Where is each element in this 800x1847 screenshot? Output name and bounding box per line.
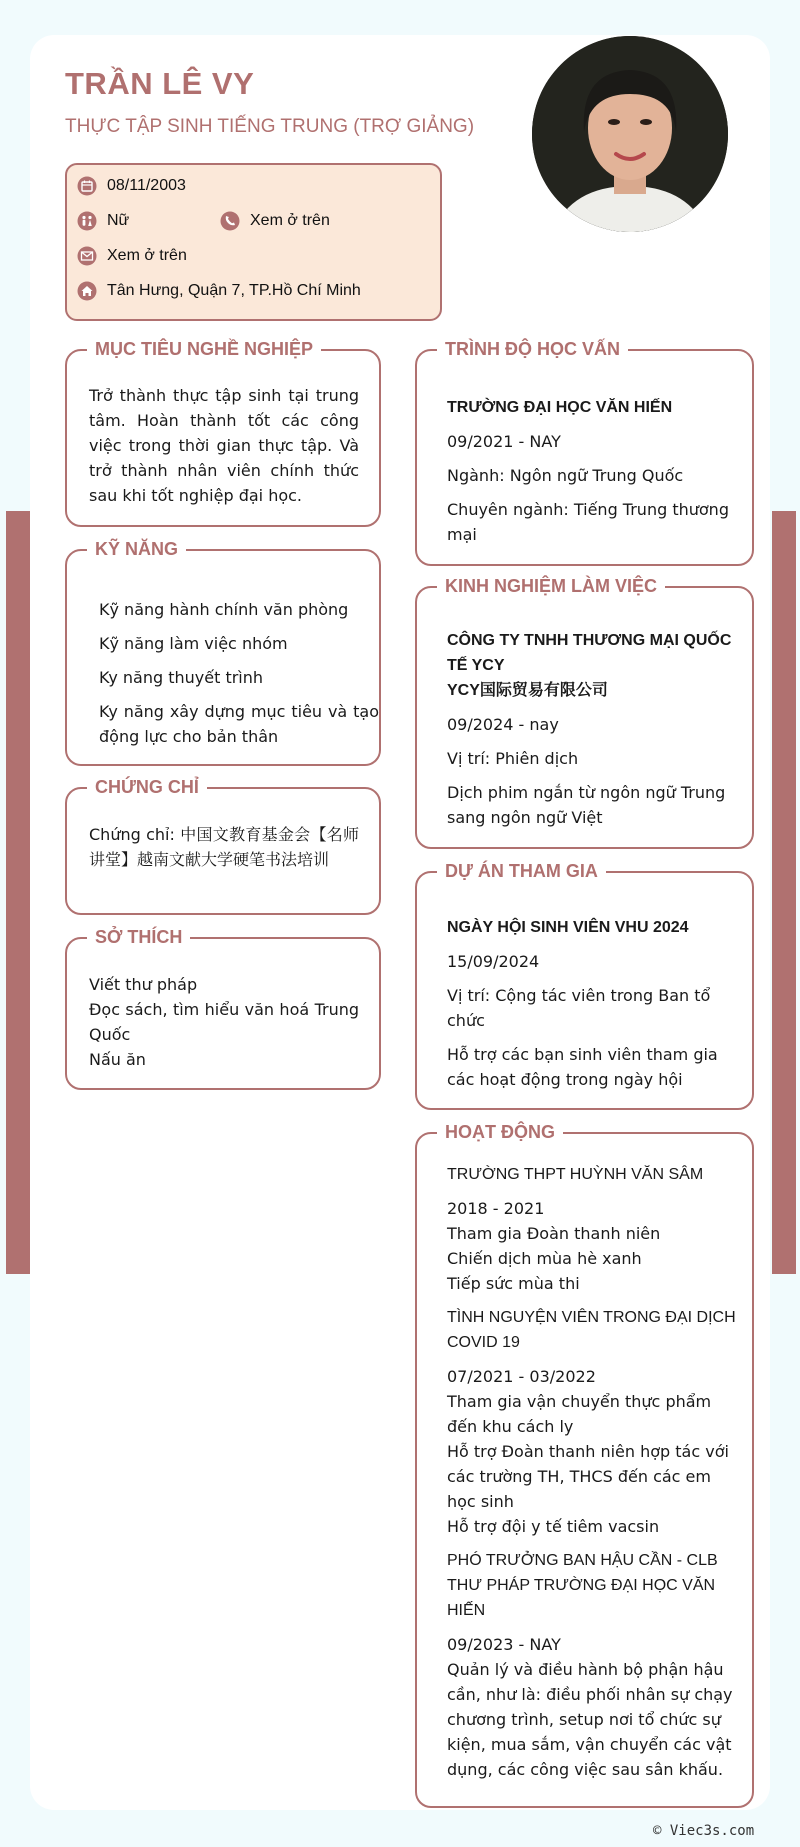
activity-line: Chiến dịch mùa hè xanh xyxy=(447,1249,642,1268)
hobby-item: Đọc sách, tìm hiểu văn hoá Trung Quốc xyxy=(89,1000,359,1044)
experience-description: Dịch phim ngắn từ ngôn ngữ Trung sang ngôn ngữ Việt xyxy=(447,783,726,827)
certificates-section xyxy=(65,777,381,915)
career-objective-section xyxy=(65,339,381,527)
contact-address xyxy=(77,281,361,301)
left-decor-band xyxy=(6,511,30,1274)
skill-item: Kỹ năng hành chính văn phòng xyxy=(99,600,349,619)
skill-item: Ky năng xây dựng mục tiêu và tạo động lực cho bản thân xyxy=(99,702,379,746)
hobbies-title: SỞ THÍCH xyxy=(87,923,190,951)
experience-position: Vị trí: Phiên dịch xyxy=(447,749,579,768)
hobby-item: Viết thư pháp xyxy=(89,975,198,994)
activity-line: Tham gia vận chuyển thực phẩm đến khu cách ly xyxy=(447,1392,712,1436)
project-date: 15/09/2024 xyxy=(447,952,540,971)
activity-period: 2018 - 2021 xyxy=(447,1199,545,1218)
activity-org: TÌNH NGUYỆN VIÊN TRONG ĐẠI DỊCH COVID 19 xyxy=(447,1309,736,1351)
activity-org: PHÓ TRƯỞNG BAN HẬU CẦN - CLB THƯ PHÁP TRƯỜNG ĐẠI HỌC VĂN HIẾN xyxy=(447,1552,718,1619)
hobbies-list xyxy=(89,972,359,1072)
home-icon xyxy=(77,281,97,301)
education-title: TRÌNH ĐỘ HỌC VẤN xyxy=(437,335,628,363)
project-description: Hỗ trợ các bạn sinh viên tham gia các hoạt động trong ngày hội xyxy=(447,1045,718,1089)
right-decor-band xyxy=(772,511,796,1274)
work-experience-title: KINH NGHIỆM LÀM VIỆC xyxy=(437,572,665,600)
company-name-chinese: YCY国际贸易有限公司 xyxy=(447,682,608,699)
contact-gender xyxy=(77,211,129,231)
activity-period: 07/2021 - 03/2022 xyxy=(447,1367,596,1386)
activities-section xyxy=(415,1122,754,1808)
avatar xyxy=(532,36,728,232)
education-period: 09/2021 - NAY xyxy=(447,432,561,451)
education-specialization: Chuyên ngành: Tiếng Trung thương mại xyxy=(447,500,729,544)
projects-section xyxy=(415,861,754,1110)
gender-icon xyxy=(77,211,97,231)
skill-item: Kỹ năng làm việc nhóm xyxy=(99,634,288,653)
email-value: Xem ở trên xyxy=(107,247,187,264)
education-body xyxy=(447,395,737,556)
watermark-credit: © Viec3s.com xyxy=(653,1823,755,1839)
contact-phone xyxy=(220,211,330,231)
skills-section xyxy=(65,539,381,766)
career-objective-title: MỤC TIÊU NGHỀ NGHIỆP xyxy=(87,335,321,363)
certificate-text: Chứng chỉ: 中国文教育基金会【名师讲堂】越南文献大学硬笔书法培训 xyxy=(89,825,359,869)
skills-list xyxy=(99,597,379,758)
candidate-name: TRẦN LÊ VY xyxy=(65,66,255,101)
education-major: Ngành: Ngôn ngữ Trung Quốc xyxy=(447,466,684,485)
address-value: Tân Hưng, Quận 7, TP.Hồ Chí Minh xyxy=(107,282,361,299)
gender-value: Nữ xyxy=(107,212,130,229)
activity-org: TRƯỜNG THPT HUỲNH VĂN SÂM xyxy=(447,1166,704,1183)
contact-email xyxy=(77,246,187,266)
contact-birthday xyxy=(77,176,186,196)
project-name: NGÀY HỘI SINH VIÊN VHU 2024 xyxy=(447,919,689,936)
work-experience-body xyxy=(447,628,737,839)
projects-body xyxy=(447,915,737,1101)
job-title: THỰC TẬP SINH TIẾNG TRUNG (TRỢ GIẢNG) xyxy=(65,116,475,137)
calendar-icon xyxy=(77,176,97,196)
hobby-item: Nấu ăn xyxy=(89,1050,146,1069)
activity-period: 09/2023 - NAY xyxy=(447,1635,561,1654)
school-name: TRƯỜNG ĐẠI HỌC VĂN HIẾN xyxy=(447,399,673,416)
project-position: Vị trí: Cộng tác viên trong Ban tổ chức xyxy=(447,986,711,1030)
activity-line: Hỗ trợ đội y tế tiêm vacsin xyxy=(447,1517,660,1536)
activity-line: Tiếp sức mùa thi xyxy=(447,1274,580,1293)
phone-icon xyxy=(220,211,240,231)
activities-title: HOẠT ĐỘNG xyxy=(437,1118,563,1146)
phone-value: Xem ở trên xyxy=(250,212,330,229)
hobbies-section xyxy=(65,927,381,1090)
education-section xyxy=(415,339,754,566)
certificates-title: CHỨNG CHỈ xyxy=(87,773,207,801)
skills-title: KỸ NĂNG xyxy=(87,535,186,563)
company-name: CÔNG TY TNHH THƯƠNG MẠI QUỐC TẾ YCY xyxy=(447,632,732,674)
activity-line: Tham gia Đoàn thanh niên xyxy=(447,1224,661,1243)
work-experience-section xyxy=(415,576,754,849)
activity-description: Quản lý và điều hành bộ phận hậu cần, như là: điều phối nhân sự chạy chương trình, setup nơi tổ chức sự kiện, mua sắm, vận chuyển các vật dụng, các công việc sau sân khấu. xyxy=(447,1660,733,1779)
projects-title: DỰ ÁN THAM GIA xyxy=(437,857,606,885)
email-icon xyxy=(77,246,97,266)
birthday-value: 08/11/2003 xyxy=(107,177,186,194)
activity-line: Hỗ trợ Đoàn thanh niên hợp tác với các trường TH, THCS đến các em học sinh xyxy=(447,1442,729,1511)
career-objective-text: Trở thành thực tập sinh tại trung tâm. Hoàn thành tốt các công việc trong thời gian thực tập. Và trở thành nhân viên chính thức sau khi tốt nghiệp đại học. xyxy=(89,386,359,505)
skill-item: Ky năng thuyết trình xyxy=(99,668,264,687)
activities-body xyxy=(447,1162,737,1782)
experience-period: 09/2024 - nay xyxy=(447,715,559,734)
